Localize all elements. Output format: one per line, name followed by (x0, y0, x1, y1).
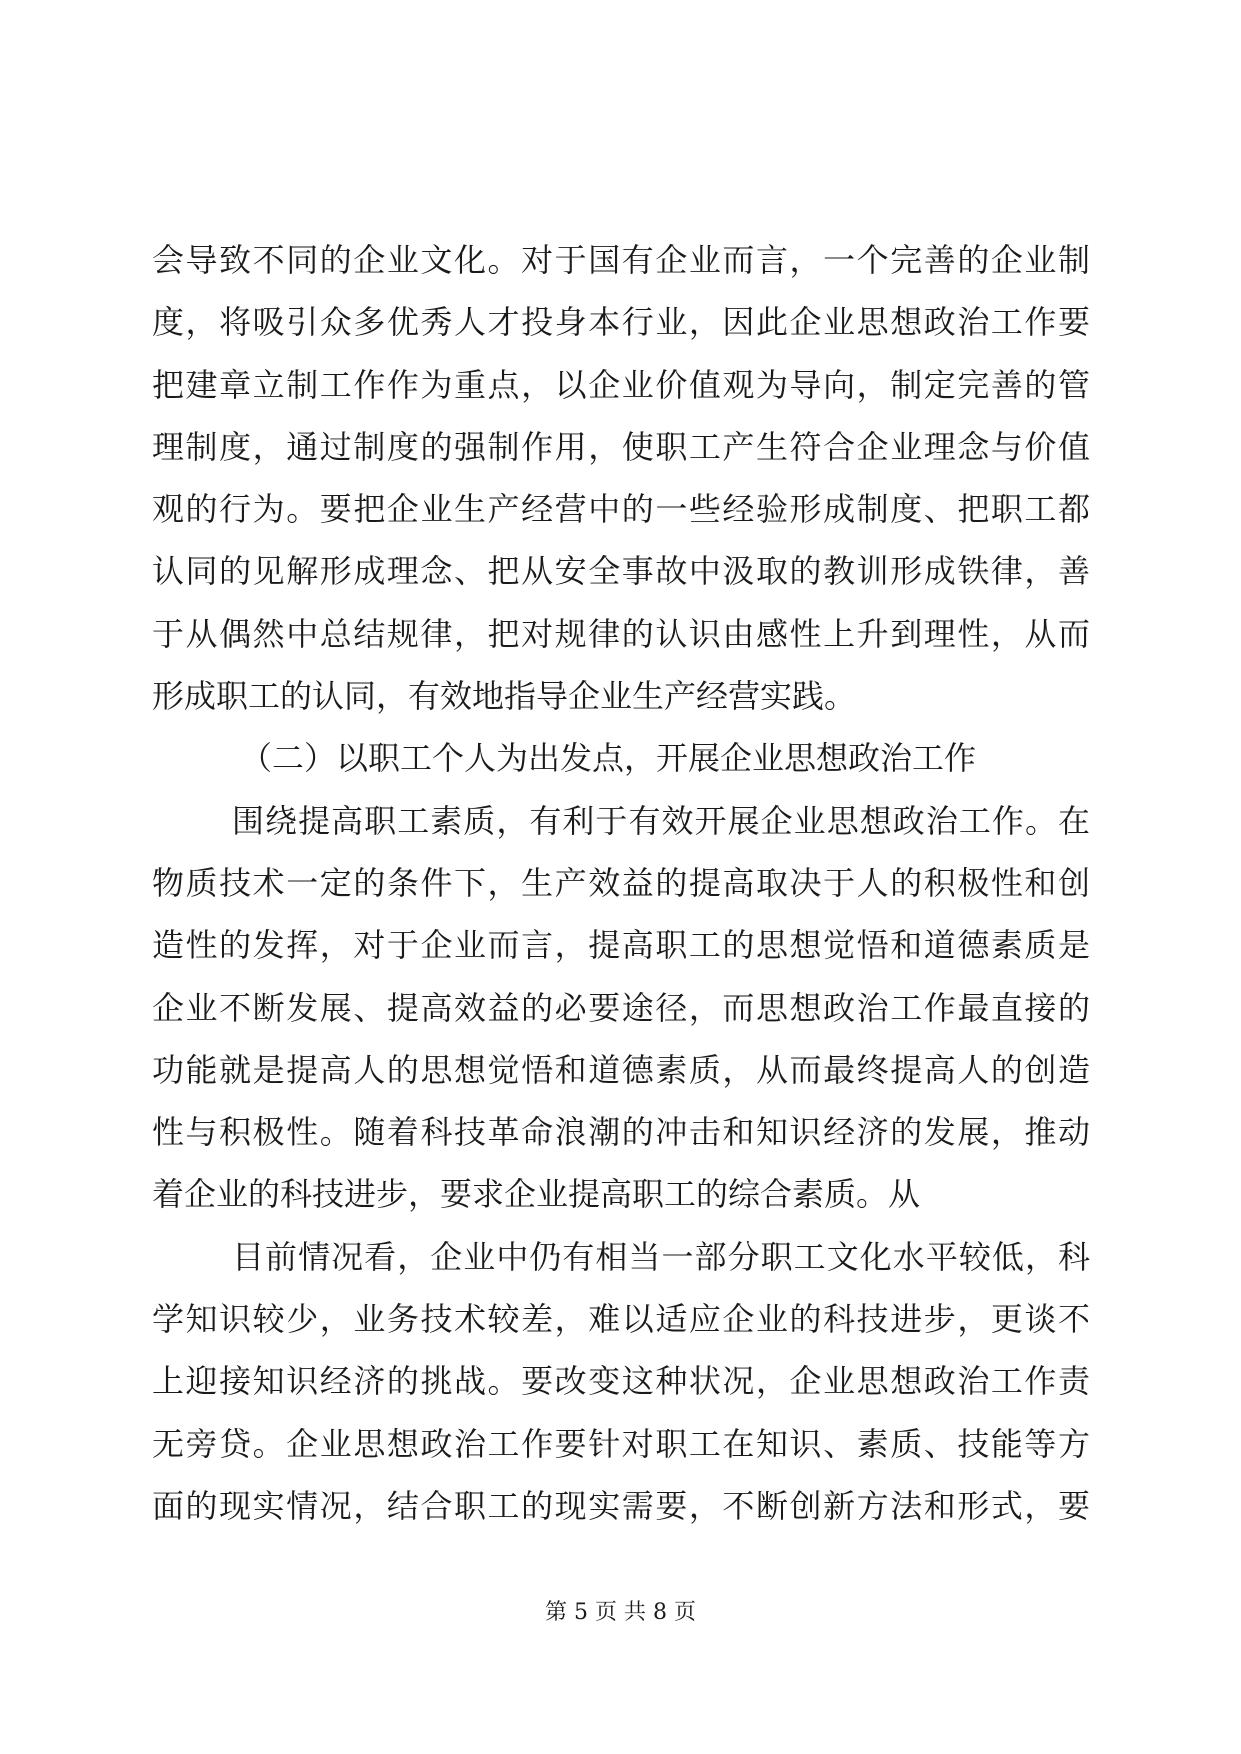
page-footer (0, 1598, 1241, 1628)
page-number: 第 5 页 共 8 页 (545, 1600, 696, 1625)
text-line: 面的现实情况，结合职工的现实需要，不断创新方法和形式，要 (152, 1486, 1090, 1525)
text-line: 认同的见解形成理念、把从安全事故中汲取的教训形成铁律，善 (152, 552, 1090, 591)
text-line: 着企业的科技进步，要求企业提高职工的综合素质。从 (152, 1175, 921, 1214)
text-line: 上迎接知识经济的挑战。要改变这种状况，企业思想政治工作责 (152, 1362, 1090, 1401)
text-line: 度，将吸引众多优秀人才投身本行业，因此企业思想政治工作要 (152, 303, 1090, 342)
text-line: 理制度，通过制度的强制作用，使职工产生符合企业理念与价值 (152, 427, 1090, 466)
text-line: 围绕提高职工素质，有利于有效开展企业思想政治工作。在 (232, 801, 1090, 840)
text-line: 目前情况看，企业中仍有相当一部分职工文化水平较低，科 (232, 1237, 1090, 1276)
text-line: 造性的发挥，对于企业而言，提高职工的思想觉悟和道德素质是 (152, 926, 1090, 965)
section-heading: （二）以职工个人为出发点，开展企业思想政治工作 (240, 739, 977, 778)
text-line: 学知识较少，业务技术较差，难以适应企业的科技进步，更谈不 (152, 1300, 1090, 1339)
text-line: 企业不断发展、提高效益的必要途径，而思想政治工作最直接的 (152, 988, 1090, 1027)
text-line: 于从偶然中总结规律，把对规律的认识由感性上升到理性，从而 (152, 614, 1090, 653)
text-line: 无旁贷。企业思想政治工作要针对职工在知识、素质、技能等方 (152, 1424, 1090, 1463)
text-line: 形成职工的认同，有效地指导企业生产经营实践。 (152, 677, 857, 716)
text-line: 观的行为。要把企业生产经营中的一些经验形成制度、把职工都 (152, 490, 1090, 529)
text-line: 把建章立制工作作为重点，以企业价值观为导向，制定完善的管 (152, 365, 1090, 404)
body-text (152, 229, 1090, 1537)
text-line: 功能就是提高人的思想觉悟和道德素质，从而最终提高人的创造 (152, 1050, 1090, 1089)
text-line: 性与积极性。随着科技革命浪潮的冲击和知识经济的发展，推动 (152, 1113, 1090, 1152)
text-line: 物质技术一定的条件下，生产效益的提高取决于人的积极性和创 (152, 863, 1090, 902)
text-line: 会导致不同的企业文化。对于国有企业而言，一个完善的企业制 (152, 241, 1090, 279)
